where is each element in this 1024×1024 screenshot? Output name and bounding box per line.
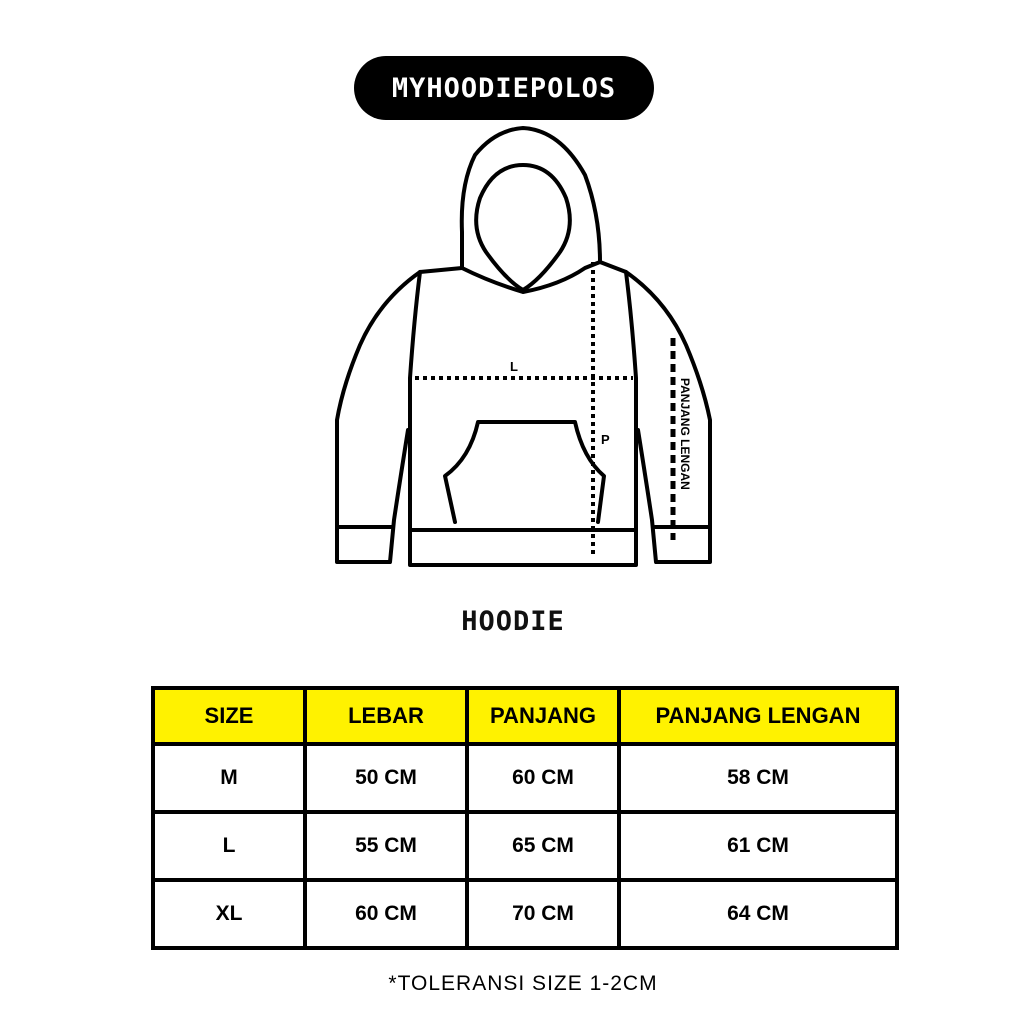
body-outline xyxy=(410,262,636,565)
hood-outline xyxy=(462,128,600,292)
header-panjang: PANJANG xyxy=(467,688,619,744)
cell-size: XL xyxy=(153,880,305,948)
header-lebar: LEBAR xyxy=(305,688,467,744)
header-panjang-lengan: PANJANG LENGAN xyxy=(619,688,897,744)
cell-panjang-lengan: 64 CM xyxy=(619,880,897,948)
cell-panjang-lengan: 58 CM xyxy=(619,744,897,812)
width-label: L xyxy=(510,359,518,374)
table-row xyxy=(153,812,897,880)
cell-panjang: 70 CM xyxy=(467,880,619,948)
table-row xyxy=(153,880,897,948)
sleeve-label: PANJANG LENGAN xyxy=(678,378,692,490)
cell-panjang: 60 CM xyxy=(467,744,619,812)
hood-opening xyxy=(476,165,570,290)
tolerance-note: *TOLERANSI SIZE 1-2CM xyxy=(388,972,658,995)
kangaroo-pocket xyxy=(445,422,604,522)
size-chart-table xyxy=(151,686,899,950)
left-sleeve xyxy=(337,272,420,562)
header-size: SIZE xyxy=(153,688,305,744)
garment-title: HOODIE xyxy=(461,606,565,637)
cell-panjang-lengan: 61 CM xyxy=(619,812,897,880)
hoodie-diagram xyxy=(320,120,720,580)
cell-size: M xyxy=(153,744,305,812)
table-row xyxy=(153,744,897,812)
brand-name: MYHOODIEPOLOS xyxy=(391,72,617,104)
cell-lebar: 55 CM xyxy=(305,812,467,880)
cell-size: L xyxy=(153,812,305,880)
length-label: P xyxy=(601,432,610,447)
cell-lebar: 60 CM xyxy=(305,880,467,948)
right-sleeve xyxy=(626,272,710,562)
brand-badge xyxy=(354,56,654,120)
cell-panjang: 65 CM xyxy=(467,812,619,880)
cell-lebar: 50 CM xyxy=(305,744,467,812)
table-header-row xyxy=(153,688,897,744)
